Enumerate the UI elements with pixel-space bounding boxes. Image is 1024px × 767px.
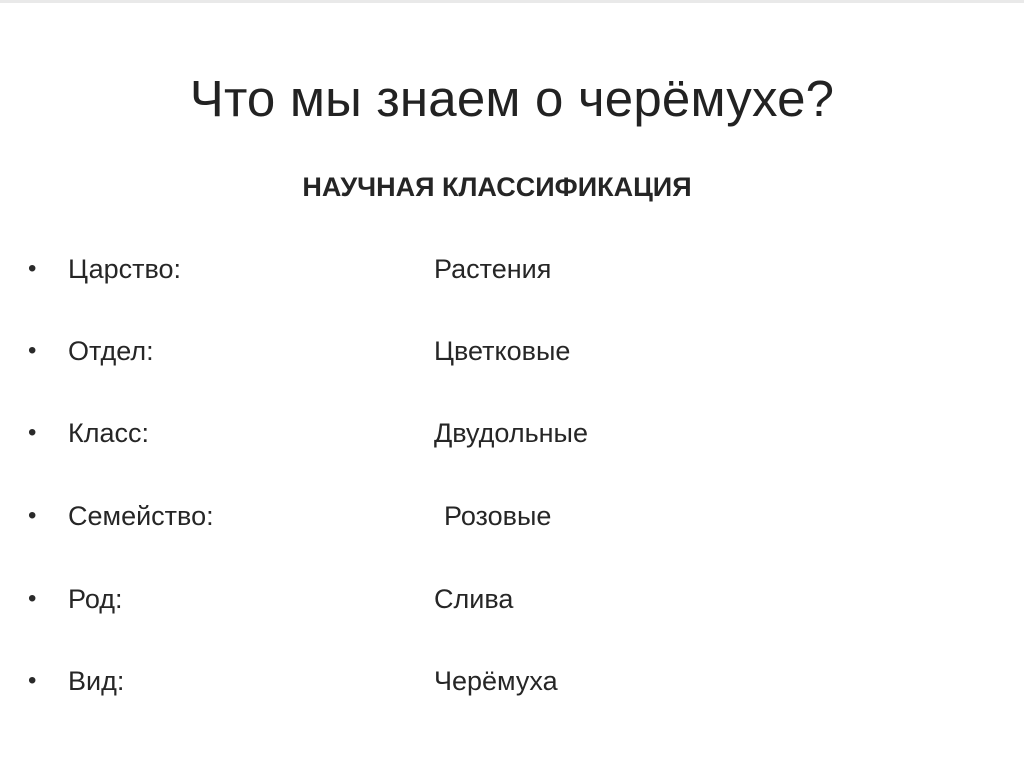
- rank-value: Розовые: [444, 501, 552, 531]
- slide-title: Что мы знаем о черёмухе?: [189, 70, 835, 127]
- bullet-icon: •: [28, 255, 37, 282]
- bullet-icon: •: [28, 502, 37, 529]
- bullet-icon: •: [28, 667, 37, 694]
- list-item: [0, 331, 1024, 371]
- list-item: [0, 413, 1024, 453]
- rank-value: Слива: [434, 584, 514, 614]
- bullet-icon: •: [28, 585, 37, 612]
- rank-value: Двудольные: [434, 418, 588, 448]
- rank-value: Черёмуха: [434, 666, 558, 696]
- section-heading: НАУЧНАЯ КЛАССИФИКАЦИЯ: [302, 172, 692, 202]
- rank-label: Семейство:: [68, 501, 214, 531]
- rank-label: Отдел:: [68, 336, 154, 366]
- list-item: [0, 249, 1024, 289]
- list-item: [0, 661, 1024, 701]
- rank-label: Род:: [68, 584, 123, 614]
- rank-label: Царство:: [68, 254, 182, 284]
- top-divider: [0, 0, 1024, 3]
- bullet-icon: •: [28, 419, 37, 446]
- rank-label: Вид:: [68, 666, 125, 696]
- bullet-icon: •: [28, 337, 37, 364]
- rank-label: Класс:: [68, 418, 149, 448]
- rank-value: Цветковые: [434, 336, 571, 366]
- list-item: [0, 579, 1024, 619]
- rank-value: Растения: [434, 254, 552, 284]
- list-item: [0, 496, 1024, 536]
